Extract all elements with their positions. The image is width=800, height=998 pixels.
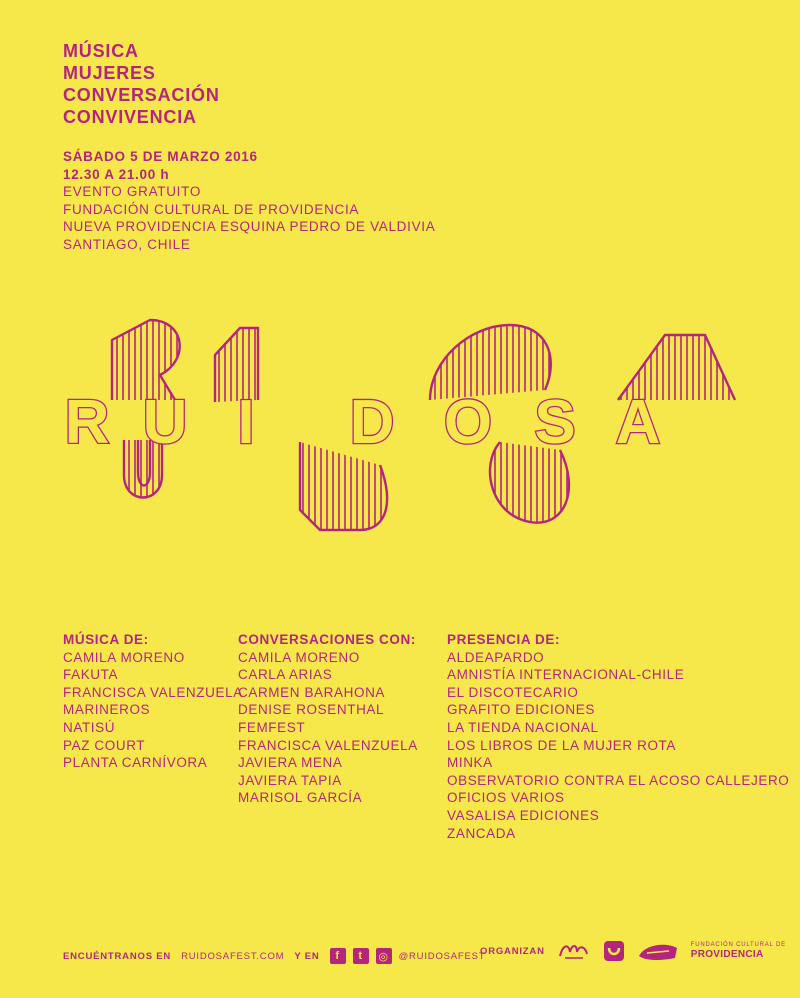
presence-participant: EL DISCOTECARIO xyxy=(447,684,579,700)
presence-participant: ZANCADA xyxy=(447,825,516,841)
conversation-guest: CAMILA MORENO xyxy=(238,649,360,665)
presence-participant: MINKA xyxy=(447,755,493,771)
find-us-label: ENCUÉNTRANOS EN xyxy=(63,950,172,962)
logo-letter-r: R xyxy=(64,388,110,457)
music-artist: PAZ COURT xyxy=(63,737,146,753)
logo-letter-o: O xyxy=(443,388,493,457)
event-address: NUEVA PROVIDENCIA ESQUINA PEDRO DE VALDIVIA xyxy=(63,219,436,235)
theme-item: MÚSICA xyxy=(63,41,139,61)
theme-item: MUJERES xyxy=(63,63,156,83)
logo-letter-u: U xyxy=(142,388,188,457)
organizers xyxy=(480,940,786,962)
organizer-logo-1 xyxy=(557,940,591,962)
themes-list xyxy=(63,40,220,128)
conversation-guest: MARISOL GARCÍA xyxy=(238,790,363,806)
event-time: 12.30 A 21.00 h xyxy=(63,166,170,182)
presence-participant: LA TIENDA NACIONAL xyxy=(447,719,599,735)
footer xyxy=(63,948,485,964)
conversation-guest: FEMFEST xyxy=(238,719,306,735)
instagram-icon[interactable]: ◎ xyxy=(376,948,392,964)
conversation-guest: JAVIERA MENA xyxy=(238,755,343,771)
conversation-guest: DENISE ROSENTHAL xyxy=(238,702,385,718)
social-handle[interactable]: @RUIDOSAFEST xyxy=(398,950,486,962)
music-artist: PLANTA CARNÍVORA xyxy=(63,755,208,771)
conversation-guest: CARLA ARIAS xyxy=(238,667,333,683)
event-city: SANTIAGO, CHILE xyxy=(63,236,191,252)
event-price: EVENTO GRATUITO xyxy=(63,184,202,200)
presence-participant: VASALISA EDICIONES xyxy=(447,807,600,823)
conversation-guest: JAVIERA TAPIA xyxy=(238,772,342,788)
music-artist: NATISÚ xyxy=(63,719,116,735)
conversation-guest: FRANCISCA VALENZUELA xyxy=(238,737,418,753)
presence-participant: OBSERVATORIO CONTRA EL ACOSO CALLEJERO xyxy=(447,772,790,788)
organizers-label: ORGANIZAN xyxy=(480,945,545,957)
and-on-label: Y EN xyxy=(294,950,320,962)
presence-participant: AMNISTÍA INTERNACIONAL-CHILE xyxy=(447,667,685,683)
event-info xyxy=(63,148,435,254)
music-artist: FRANCISCA VALENZUELA xyxy=(63,684,243,700)
logo-letter-a: A xyxy=(615,388,661,457)
theme-item: CONVIVENCIA xyxy=(63,107,197,127)
conversations-heading: CONVERSACIONES CON: xyxy=(238,632,416,647)
music-artist: CAMILA MORENO xyxy=(63,649,185,665)
conversation-guest: CARMEN BARAHONA xyxy=(238,684,386,700)
presence-column xyxy=(447,631,789,842)
ruidosa-logo xyxy=(0,300,800,550)
music-artist: MARINEROS xyxy=(63,702,151,718)
organizer-logo-3 xyxy=(637,940,679,962)
presence-participant: GRAFITO EDICIONES xyxy=(447,702,595,718)
theme-item: CONVERSACIÓN xyxy=(63,85,220,105)
music-column xyxy=(63,631,243,772)
event-date: SÁBADO 5 DE MARZO 2016 xyxy=(63,149,258,164)
twitter-icon[interactable]: t xyxy=(353,948,369,964)
event-venue: FUNDACIÓN CULTURAL DE PROVIDENCIA xyxy=(63,201,360,217)
music-artist: FAKUTA xyxy=(63,667,119,683)
presence-participant: ALDEAPARDO xyxy=(447,649,545,665)
organizer-logo-2 xyxy=(603,940,625,962)
logo-letter-s: S xyxy=(534,388,576,457)
presence-participant: LOS LIBROS DE LA MUJER ROTA xyxy=(447,737,677,753)
logo-letter-d: D xyxy=(349,388,395,457)
site-link[interactable]: RUIDOSAFEST.COM xyxy=(181,950,285,962)
providencia-big-text: PROVIDENCIA xyxy=(690,949,764,960)
music-heading: MÚSICA DE: xyxy=(63,632,149,647)
conversations-column xyxy=(238,631,418,807)
organizer-logo-providencia xyxy=(691,942,786,960)
facebook-icon[interactable]: f xyxy=(330,948,346,964)
presence-heading: PRESENCIA DE: xyxy=(447,632,561,647)
presence-participant: OFICIOS VARIOS xyxy=(447,790,565,806)
logo-letter-i: I xyxy=(237,388,255,457)
providencia-small-text: FUNDACIÓN CULTURAL DE xyxy=(690,942,786,948)
